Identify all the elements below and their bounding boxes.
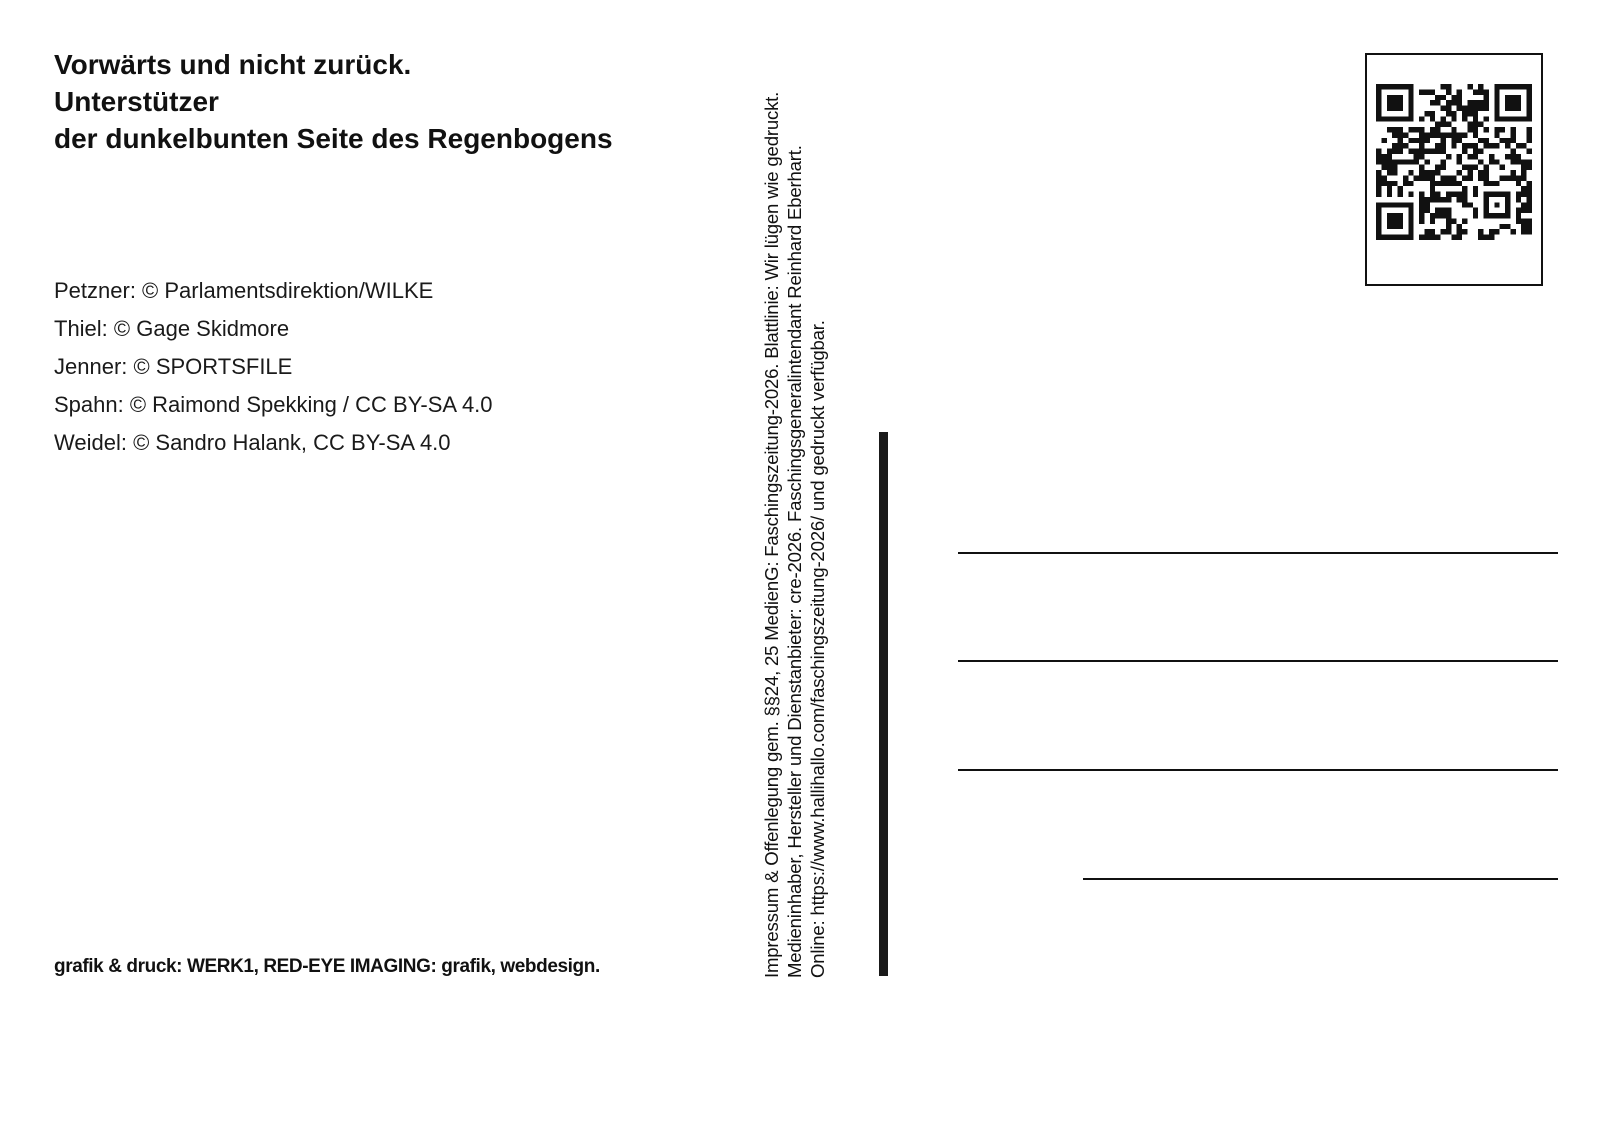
imprint-line-2: Medieninhaber, Hersteller und Dienstanbieter: cre-2026. Faschingsgeneralintendant Reinhard Eberhart. (784, 145, 805, 978)
headline-line-1: Vorwärts und nicht zurück. (54, 49, 412, 80)
vertical-divider (879, 432, 888, 976)
address-line-4[interactable] (1083, 878, 1558, 880)
photo-credit: Jenner: © SPORTSFILE (54, 354, 293, 379)
stamp-box (1365, 53, 1543, 286)
headline-line-3: der dunkelbunten Seite des Regenbogens (54, 123, 613, 154)
address-line-3[interactable] (958, 769, 1558, 771)
address-line-2[interactable] (958, 660, 1558, 662)
address-line-1[interactable] (958, 552, 1558, 554)
imprint-block (760, 58, 828, 978)
headline-line-2: Unterstützer (54, 86, 219, 117)
imprint-line-1: Impressum & Offenlegung gem. §§24, 25 MedienG: Faschingszeitung-2026. Blattlinie: Wir lügen wie gedruckt. (761, 91, 782, 978)
photo-credit: Thiel: © Gage Skidmore (54, 316, 290, 341)
qr-code-icon[interactable] (1376, 84, 1532, 240)
photo-credits (54, 272, 493, 462)
headline (54, 46, 613, 157)
photo-credit: Spahn: © Raimond Spekking / CC BY-SA 4.0 (54, 392, 493, 417)
photo-credit: Petzner: © Parlamentsdirektion/WILKE (54, 278, 434, 303)
photo-credit: Weidel: © Sandro Halank, CC BY-SA 4.0 (54, 430, 451, 455)
imprint-line-3: Online: https://www.hallihallo.com/faschingszeitung-2026/ und gedruckt verfügbar. (807, 320, 828, 978)
design-print-credit: grafik & druck: WERK1, RED-EYE IMAGING: grafik, webdesign. (54, 956, 600, 977)
